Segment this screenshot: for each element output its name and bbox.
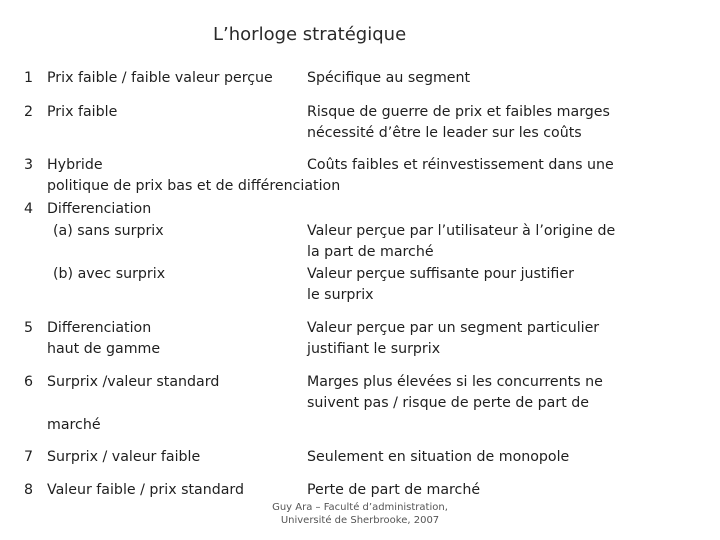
footer-line-1: Guy Ara – Faculté d’administration, [272, 502, 448, 513]
row-7-strategy: Surprix / valeur faible [47, 449, 201, 465]
row-2-description-line-1: Risque de guerre de prix et faibles marges [307, 104, 610, 120]
row-1-strategy: Prix faible / faible valeur perçue [47, 70, 273, 86]
row-8-number: 8 [24, 482, 34, 498]
row-3-description-continued: politique de prix bas et de différenciation [47, 178, 341, 194]
footer-line-2: Université de Sherbrooke, 2007 [280, 515, 440, 526]
row-6-description-line-2: suivent pas / risque de perte de part de [307, 395, 590, 411]
row-5-strategy-line-2: haut de gamme [47, 341, 161, 357]
slide-title: L’horloge stratégique [213, 24, 407, 45]
row-1-description: Spécifique au segment [307, 70, 471, 86]
row-2-description-line-2: nécessité d’être le leader sur les coûts [307, 125, 582, 141]
row-3-strategy: Hybride [47, 157, 103, 173]
row-4a-subtype: (a) sans surprix [53, 223, 164, 239]
row-7-number: 7 [24, 449, 34, 465]
row-3-description: Coûts faibles et réinvestissement dans une [307, 157, 614, 173]
row-4b-description-line-2: le surprix [307, 287, 374, 303]
row-5-strategy-line-1: Differenciation [47, 320, 152, 336]
row-8-description: Perte de part de marché [307, 482, 481, 498]
row-6-strategy: Surprix /valeur standard [47, 374, 220, 390]
row-7-description: Seulement en situation de monopole [307, 449, 570, 465]
row-4a-description-line-2: la part de marché [307, 244, 434, 260]
row-4b-description-line-1: Valeur perçue suffisante pour justifier [307, 266, 574, 282]
row-6-number: 6 [24, 374, 34, 390]
row-4-strategy: Differenciation [47, 201, 152, 217]
row-2-strategy: Prix faible [47, 104, 118, 120]
row-4b-subtype: (b) avec surprix [53, 266, 166, 282]
row-3-number: 3 [24, 157, 34, 173]
row-6-description-continued: marché [47, 417, 101, 433]
row-8-strategy: Valeur faible / prix standard [47, 482, 245, 498]
row-4a-description-line-1: Valeur perçue par l’utilisateur à l’origine de [307, 223, 616, 239]
row-5-description-line-2: justifiant le surprix [307, 341, 441, 357]
row-2-number: 2 [24, 104, 34, 120]
row-4-number: 4 [24, 201, 34, 217]
row-1-number: 1 [24, 70, 34, 86]
row-5-description-line-1: Valeur perçue par un segment particulier [307, 320, 600, 336]
row-6-description-line-1: Marges plus élevées si les concurrents ne [307, 374, 603, 390]
row-5-number: 5 [24, 320, 34, 336]
footer-credit [255, 501, 465, 527]
